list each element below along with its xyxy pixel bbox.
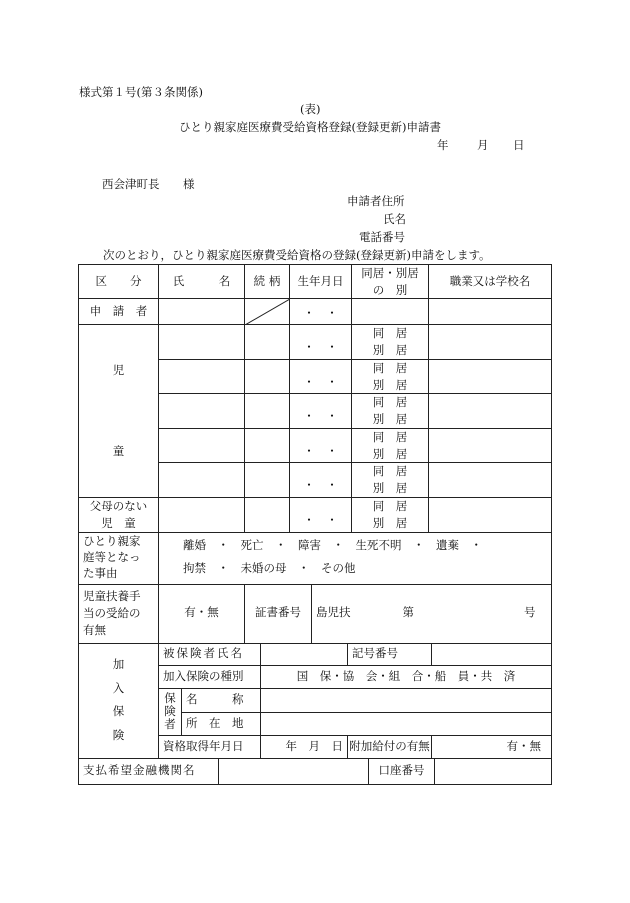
child-birthdate-cell[interactable]: ・ ・: [290, 394, 352, 429]
insurance-type-label: 加入保険の種別: [159, 665, 261, 688]
applicant-address-label: 申請者住所: [347, 194, 405, 208]
support-table: [78, 584, 552, 644]
insurer-name-label: 名 称: [182, 688, 261, 712]
additional-benefit-label: 附加給付の有無: [348, 735, 432, 758]
acquisition-date-label: 資格取得年月日: [159, 735, 261, 758]
child-cohabit-cell[interactable]: 同 居 別 居: [352, 394, 429, 429]
date-day-label: 日: [513, 138, 525, 152]
child-name-cell[interactable]: [159, 394, 245, 429]
header-name: 氏 名: [159, 265, 245, 299]
date-year-label: 年: [437, 138, 449, 152]
child-name-cell[interactable]: [159, 359, 245, 394]
insurer-label: 保 険 者: [159, 688, 182, 735]
child-name-cell[interactable]: [159, 463, 245, 498]
bank-name-cell[interactable]: [219, 758, 369, 784]
reason-label: ひとり親家 庭等となっ た事由: [79, 530, 159, 584]
date-month-label: 月: [477, 138, 489, 152]
child-relation-cell[interactable]: [245, 359, 290, 394]
child-birthdate-cell[interactable]: ・ ・: [290, 359, 352, 394]
child-birthdate-cell[interactable]: ・ ・: [290, 325, 352, 360]
applicant-birthdate-cell[interactable]: ・ ・: [290, 299, 352, 325]
support-value[interactable]: 有・無: [159, 584, 245, 643]
header-cohabit: 同居・別居 の 別: [352, 265, 429, 299]
orphan-row: [79, 497, 552, 532]
orphan-cohabit-cell[interactable]: 同 居 別 居: [352, 497, 429, 532]
insurer-address-label: 所 在 地: [182, 712, 261, 735]
reason-table: [78, 530, 552, 585]
child-name-cell[interactable]: [159, 428, 245, 463]
diagonal-line: [245, 299, 290, 325]
bank-row: [79, 758, 552, 784]
insured-name-label: 被保険者氏名: [159, 643, 261, 665]
header-occupation: 職業又は学校名: [429, 265, 552, 299]
symbol-number-cell[interactable]: [432, 643, 552, 665]
applicant-name-label: 氏名: [383, 212, 406, 226]
applicant-cohabit-cell: [352, 299, 429, 325]
orphan-label: 父母のない 児 童: [79, 497, 159, 532]
applicant-relation-cell: [245, 299, 290, 325]
symbol-number-label: 記号番号: [348, 643, 432, 665]
certificate-number[interactable]: 島児扶 第 号: [312, 584, 552, 643]
orphan-relation-cell[interactable]: [245, 497, 290, 532]
insured-row: [79, 643, 552, 665]
acquisition-date-cell[interactable]: 年 月 日: [261, 735, 348, 758]
child-relation-cell[interactable]: [245, 463, 290, 498]
bank-label: 支払希望金融機関名: [79, 758, 219, 784]
account-label: 口座番号: [369, 758, 435, 784]
child-row: [79, 325, 552, 360]
support-row: [79, 584, 552, 643]
child-name-cell[interactable]: [159, 325, 245, 360]
reason-row: [79, 530, 552, 584]
bank-table: [78, 758, 552, 785]
support-label: 児童扶養手 当の受給の 有無: [79, 584, 159, 643]
application-table: [78, 264, 552, 533]
applicant-occupation-cell[interactable]: [429, 299, 552, 325]
child-occupation-cell[interactable]: [429, 463, 552, 498]
addressee-sama: 様: [183, 177, 195, 191]
orphan-name-cell[interactable]: [159, 497, 245, 532]
orphan-birthdate-cell[interactable]: ・ ・: [290, 497, 352, 532]
child-birthdate-cell[interactable]: ・ ・: [290, 428, 352, 463]
child-cohabit-cell[interactable]: 同 居 別 居: [352, 428, 429, 463]
insurer-name-cell[interactable]: [261, 688, 552, 712]
account-number-cell[interactable]: [435, 758, 552, 784]
insurer-address-cell[interactable]: [261, 712, 552, 735]
orphan-occupation-cell[interactable]: [429, 497, 552, 532]
header-kubun: 区 分: [79, 265, 159, 299]
child-relation-cell[interactable]: [245, 394, 290, 429]
child-occupation-cell[interactable]: [429, 394, 552, 429]
applicant-name-cell[interactable]: [159, 299, 245, 325]
omote-label: (表): [300, 102, 321, 116]
form-number: 様式第１号(第３条関係): [79, 85, 203, 99]
child-birthdate-cell[interactable]: ・ ・: [290, 463, 352, 498]
child-relation-cell[interactable]: [245, 325, 290, 360]
header-relation: 続 柄: [245, 265, 290, 299]
child-relation-cell[interactable]: [245, 428, 290, 463]
child-cohabit-cell[interactable]: 同 居 別 居: [352, 359, 429, 394]
addressee: 西会津町長: [102, 177, 160, 191]
insurance-type-options[interactable]: 国 保・協 会・組 合・船 員・共 済: [261, 665, 552, 688]
child-cohabit-cell[interactable]: 同 居 別 居: [352, 325, 429, 360]
child-occupation-cell[interactable]: [429, 325, 552, 360]
child-occupation-cell[interactable]: [429, 428, 552, 463]
insurance-table: [78, 643, 552, 759]
applicant-row: [79, 299, 552, 325]
applicant-label: 申 請 者: [79, 299, 159, 325]
child-occupation-cell[interactable]: [429, 359, 552, 394]
header-birthdate: 生年月日: [290, 265, 352, 299]
reason-options[interactable]: 離婚 ・ 死亡 ・ 障害 ・ 生死不明 ・ 遺棄 ・ 拘禁 ・ 未婚の母 ・ その他: [159, 530, 552, 584]
table-header-row: [79, 265, 552, 299]
child-label: 児 童: [79, 325, 159, 498]
child-cohabit-cell[interactable]: 同 居 別 居: [352, 463, 429, 498]
additional-benefit-value[interactable]: 有・無: [432, 735, 552, 758]
certificate-label: 証書番号: [245, 584, 312, 643]
page-title: ひとり親家庭医療費受給資格登録(登録更新)申請書: [179, 120, 441, 134]
applicant-phone-label: 電話番号: [359, 230, 405, 244]
intro-text: 次のとおり，ひとり親家庭医療費受給資格の登録(登録更新)申請をします。: [103, 248, 491, 262]
insured-name-cell[interactable]: [261, 643, 348, 665]
insurance-label: 加 入 保 険: [79, 643, 159, 758]
